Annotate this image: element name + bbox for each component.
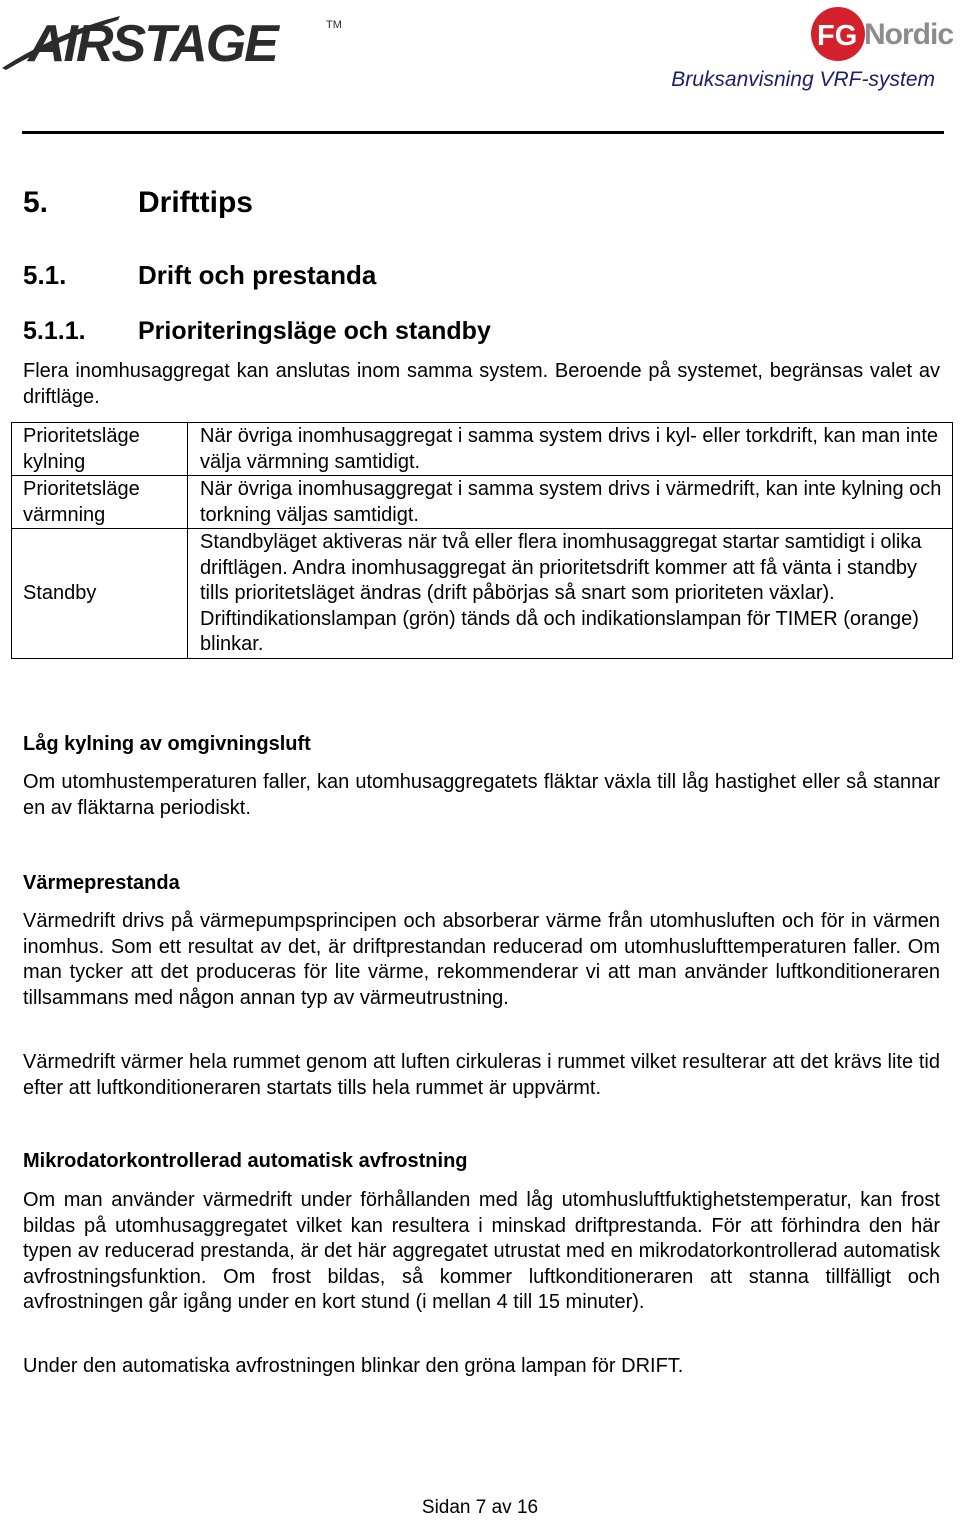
heading-3-title: Prioriteringsläge och standby [138, 317, 491, 345]
table-row [12, 529, 953, 659]
table-row [12, 476, 953, 529]
section-title-heating: Värmeprestanda [23, 872, 180, 894]
mode-label-cooling: Prioritetsläge kylning [12, 423, 188, 476]
mode-desc-standby [188, 529, 953, 659]
heading-2-title: Drift och prestanda [138, 260, 377, 290]
page-number: Sidan 7 av 16 [421, 1497, 539, 1518]
svg-text:TM: TM [326, 19, 342, 31]
standby-description: Standbyläget aktiveras när två eller flera inomhusaggregat startar samtidigt i olika driftlägen. Andra inomhusaggregat än prioritetsdrift kommer att få vänta i standby tills prioritetsläget ändras (drift påbörjas så snart som prioriteten växlar). [200, 531, 922, 604]
heading-3-number: 5.1.1. [23, 317, 86, 345]
modes-table [11, 422, 953, 659]
low-cooling-paragraph: Om utomhustemperaturen faller, kan utomhusaggregatets fläktar växla till låg hastighet eller så stannar en av fläktarna periodiskt. [23, 771, 940, 819]
section-title-low-cooling: Låg kylning av omgivningsluft [23, 733, 311, 755]
heading-1-title: Drifttips [138, 186, 253, 219]
airstage-logo-text: AIRSTAGE [28, 15, 277, 72]
standby-indicator-note: Driftindikationslampan (grön) tänds då och indikationslampan för TIMER (orange) blinkar. [200, 607, 919, 655]
header-divider [22, 131, 944, 134]
table-row [12, 423, 953, 476]
section-title-defrost: Mikrodatorkontrollerad automatisk avfrostning [23, 1150, 468, 1172]
defrost-paragraph-2: Under den automatiska avfrostningen blinkar den gröna lampan för DRIFT. [23, 1355, 684, 1377]
mode-desc-heating: När övriga inomhusaggregat i samma system drivs i värmedrift, kan inte kylning och torkning väljas samtidigt. [188, 476, 953, 529]
fg-nordic-logo [806, 4, 960, 62]
document-subtitle: Bruksanvisning VRF-system [671, 68, 935, 91]
nordic-logo-text: Nordic [864, 18, 954, 51]
mode-label-heating: Prioritetsläge värmning [12, 476, 188, 529]
mode-label-standby: Standby [12, 529, 188, 659]
heading-2-number: 5.1. [23, 260, 67, 290]
airstage-logo [0, 4, 345, 72]
heating-paragraph-1: Värmedrift drivs på värmepumpsprincipen och absorberar värme från utomhusluften och för in värmen inomhus. Som ett resultat av det, är driftprestandan reducerad om utomhuslufttemperaturen faller. Om man tycker att det produceras för lite värme, rekommenderar vi att man använder luftkonditioneraren tillsammans med någon annan typ av värmeutrustning. [23, 910, 940, 1009]
heading-1-number: 5. [23, 186, 49, 219]
fg-logo-text: FG [817, 20, 858, 52]
mode-desc-cooling: När övriga inomhusaggregat i samma system drivs i kyl- eller torkdrift, kan man inte välja värmning samtidigt. [188, 423, 953, 476]
intro-paragraph: Flera inomhusaggregat kan anslutas inom samma system. Beroende på systemet, begränsas valet av driftläge. [23, 360, 940, 408]
defrost-paragraph-1: Om man använder värmedrift under förhållanden med låg utomhusluftfuktighetstemperatur, kan frost bildas på utomhusaggregatet vilket kan resultera i minskad driftprestanda. För att förhindra den här typen av reducerad prestanda, är det här aggregatet utrustat med en mikrodatorkontrollerad automatisk avfrostningsfunktion. Om frost bildas, så kommer luftkonditioneraren att stanna tillfälligt och avfrostningen går igång under en kort stund (i mellan 4 till 15 minuter). [23, 1189, 940, 1313]
heating-paragraph-2: Värmedrift värmer hela rummet genom att luften cirkuleras i rummet vilket resulterar att det krävs lite tid efter att luftkonditioneraren startats tills hela rummet är uppvärmt. [23, 1051, 940, 1099]
